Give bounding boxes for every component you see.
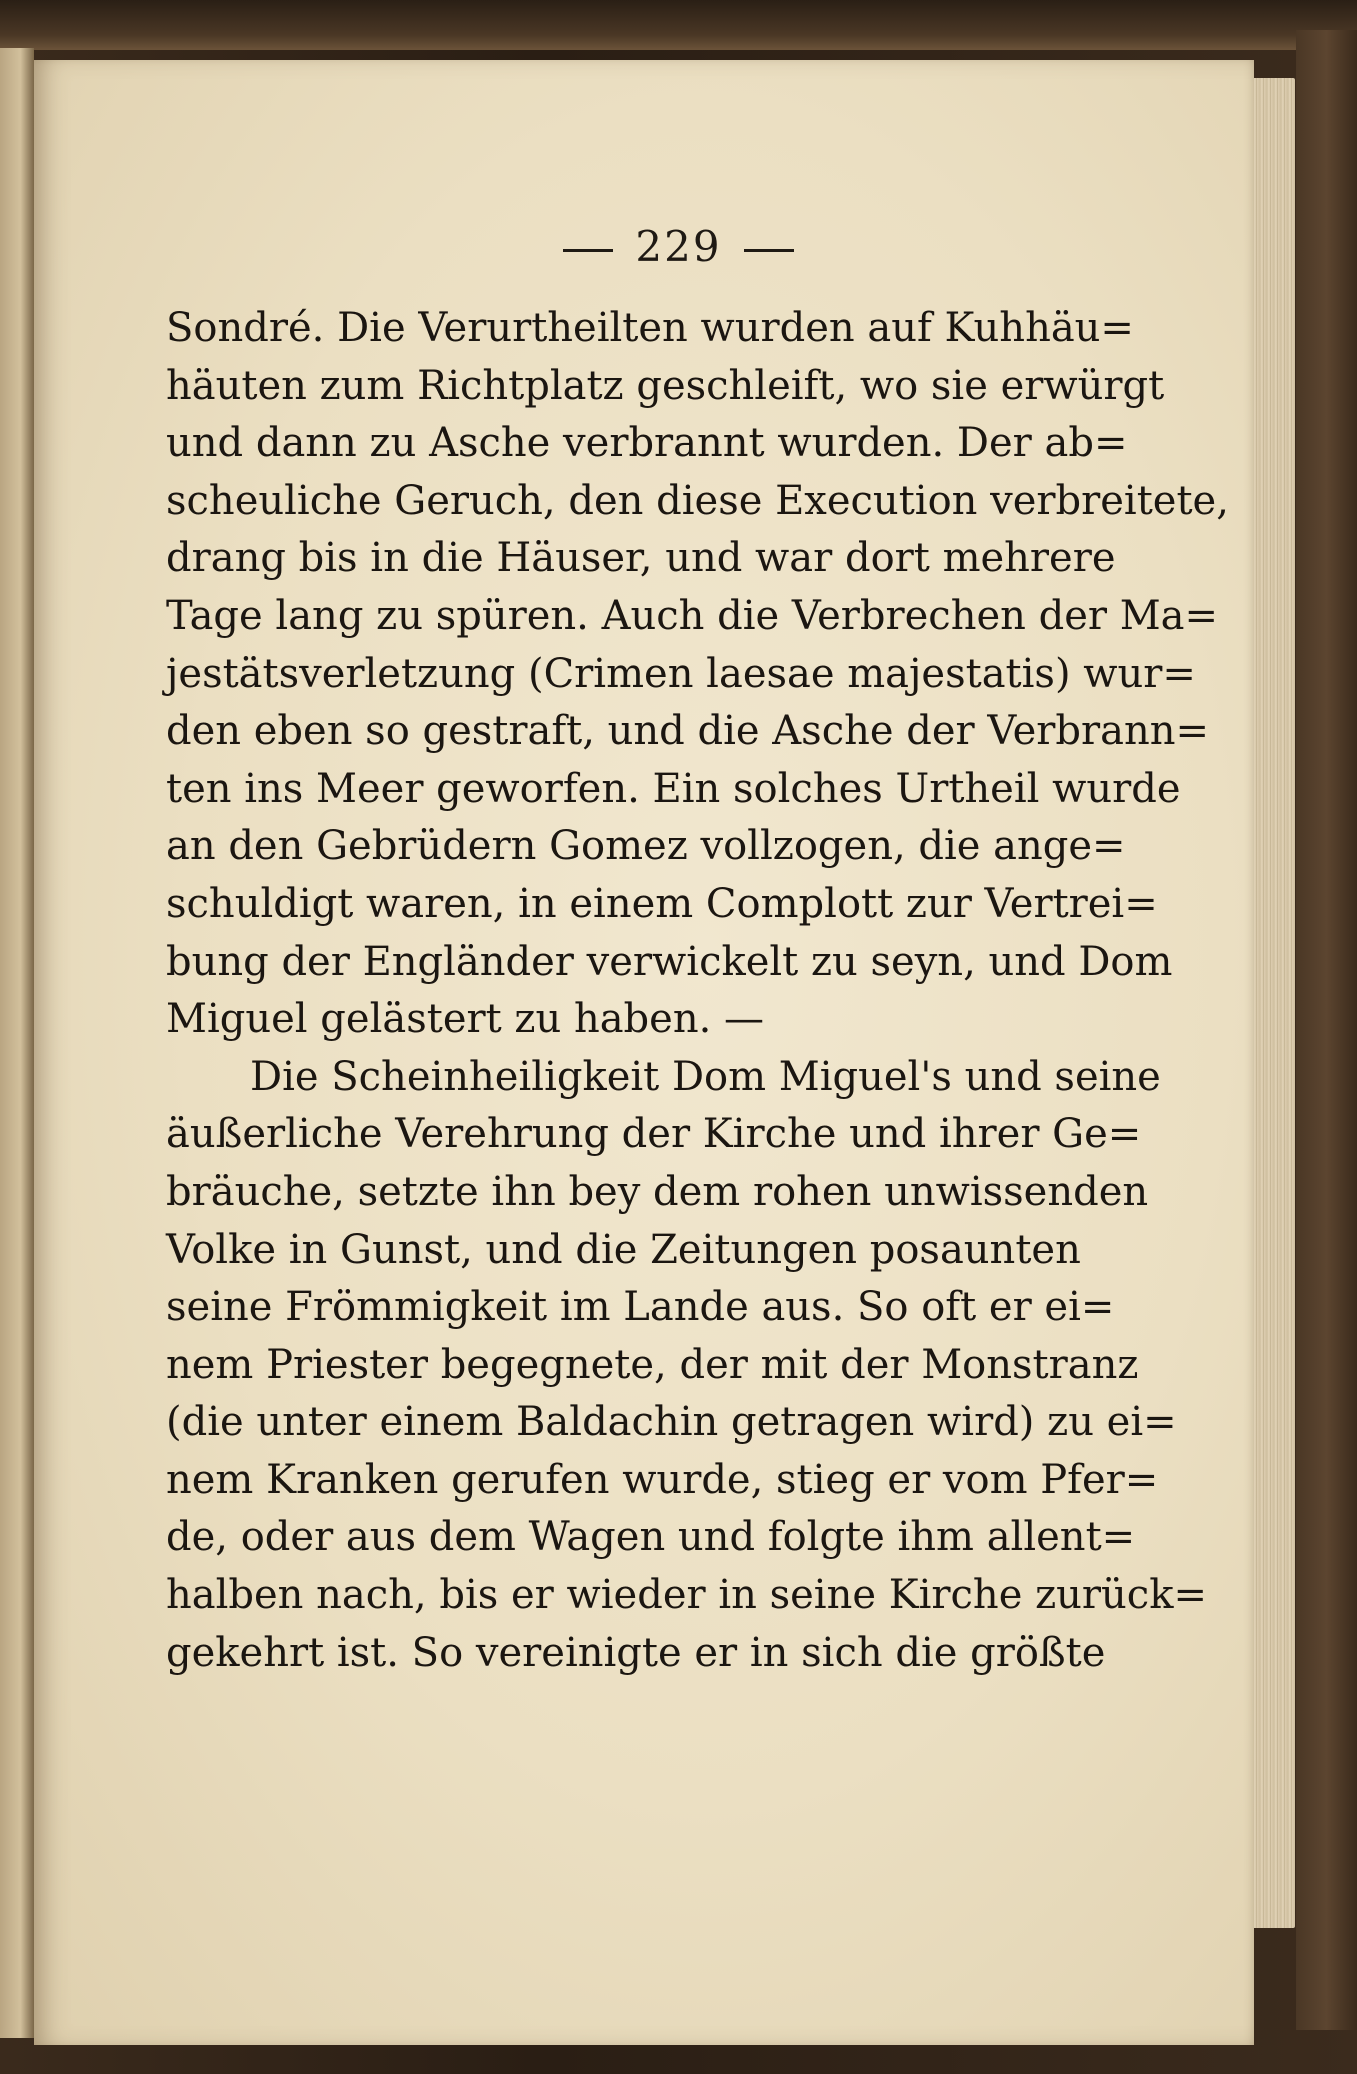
text-line: an den Gebrüdern Gomez vollzogen, die ange= [166,823,1126,870]
text-line: drang bis in die Häuser, und war dort mehrere [166,535,1116,582]
header-dash-left [563,249,613,252]
text-line: (die unter einem Baldachin getragen wird) zu ei= [166,1399,1177,1446]
text-line: Tage lang zu spüren. Auch die Verbrechen der Ma= [166,592,1219,639]
text-line: äußerliche Verehrung der Kirche und ihrer Ge= [166,1111,1142,1158]
text-line: ten ins Meer geworfen. Ein solches Urtheil wurde [166,765,1181,812]
book-cover-top-edge [0,0,1357,50]
page-edges-stack [1250,78,1295,1928]
text-line: bung der Engländer verwickelt zu seyn, und Dom [166,938,1173,985]
header-dash-right [744,249,794,252]
text-line: nem Priester begegnete, der mit der Monstranz [166,1341,1139,1388]
text-line: jestätsverletzung (Crimen laesae majestatis) wur= [166,650,1196,697]
text-line: halben nach, bis er wieder in seine Kirche zurück= [166,1572,1207,1619]
text-line: schuldigt waren, in einem Complott zur Vertrei= [166,880,1158,927]
body-text [166,300,1229,1682]
text-line: den eben so gestraft, und die Asche der Verbrann= [166,708,1209,755]
paragraph-1 [166,300,1229,1049]
left-page-gutter [0,48,34,2038]
text-line: bräuche, setzte ihn bey dem rohen unwissenden [166,1168,1149,1215]
text-line: seine Frömmigkeit im Lande aus. So oft er ei= [166,1284,1115,1331]
text-line: gekehrt ist. So vereinigte er in sich die größte [166,1629,1106,1676]
text-line: häuten zum Richtplatz geschleift, wo sie erwürgt [166,362,1165,409]
text-line: Volke in Gunst, und die Zeitungen posaunten [166,1226,1081,1273]
text-line: scheuliche Geruch, den diese Execution verbreitete, [166,477,1229,524]
paragraph-2 [166,1049,1207,1683]
page-header [0,222,1357,271]
page-number: 229 [635,222,722,271]
text-line: und dann zu Asche verbrannt wurden. Der ab= [166,420,1128,467]
text-line: de, oder aus dem Wagen und folgte ihm allent= [166,1514,1136,1561]
text-line: Miguel gelästert zu haben. — [166,996,765,1043]
text-line: Die Scheinheiligkeit Dom Miguel's und seine [250,1053,1161,1100]
text-line: nem Kranken gerufen wurde, stieg er vom Pfer= [166,1456,1159,1503]
book-cover-right-edge [1296,30,1357,2030]
text-line: Sondré. Die Verurtheilten wurden auf Kuhhäu= [166,305,1134,351]
